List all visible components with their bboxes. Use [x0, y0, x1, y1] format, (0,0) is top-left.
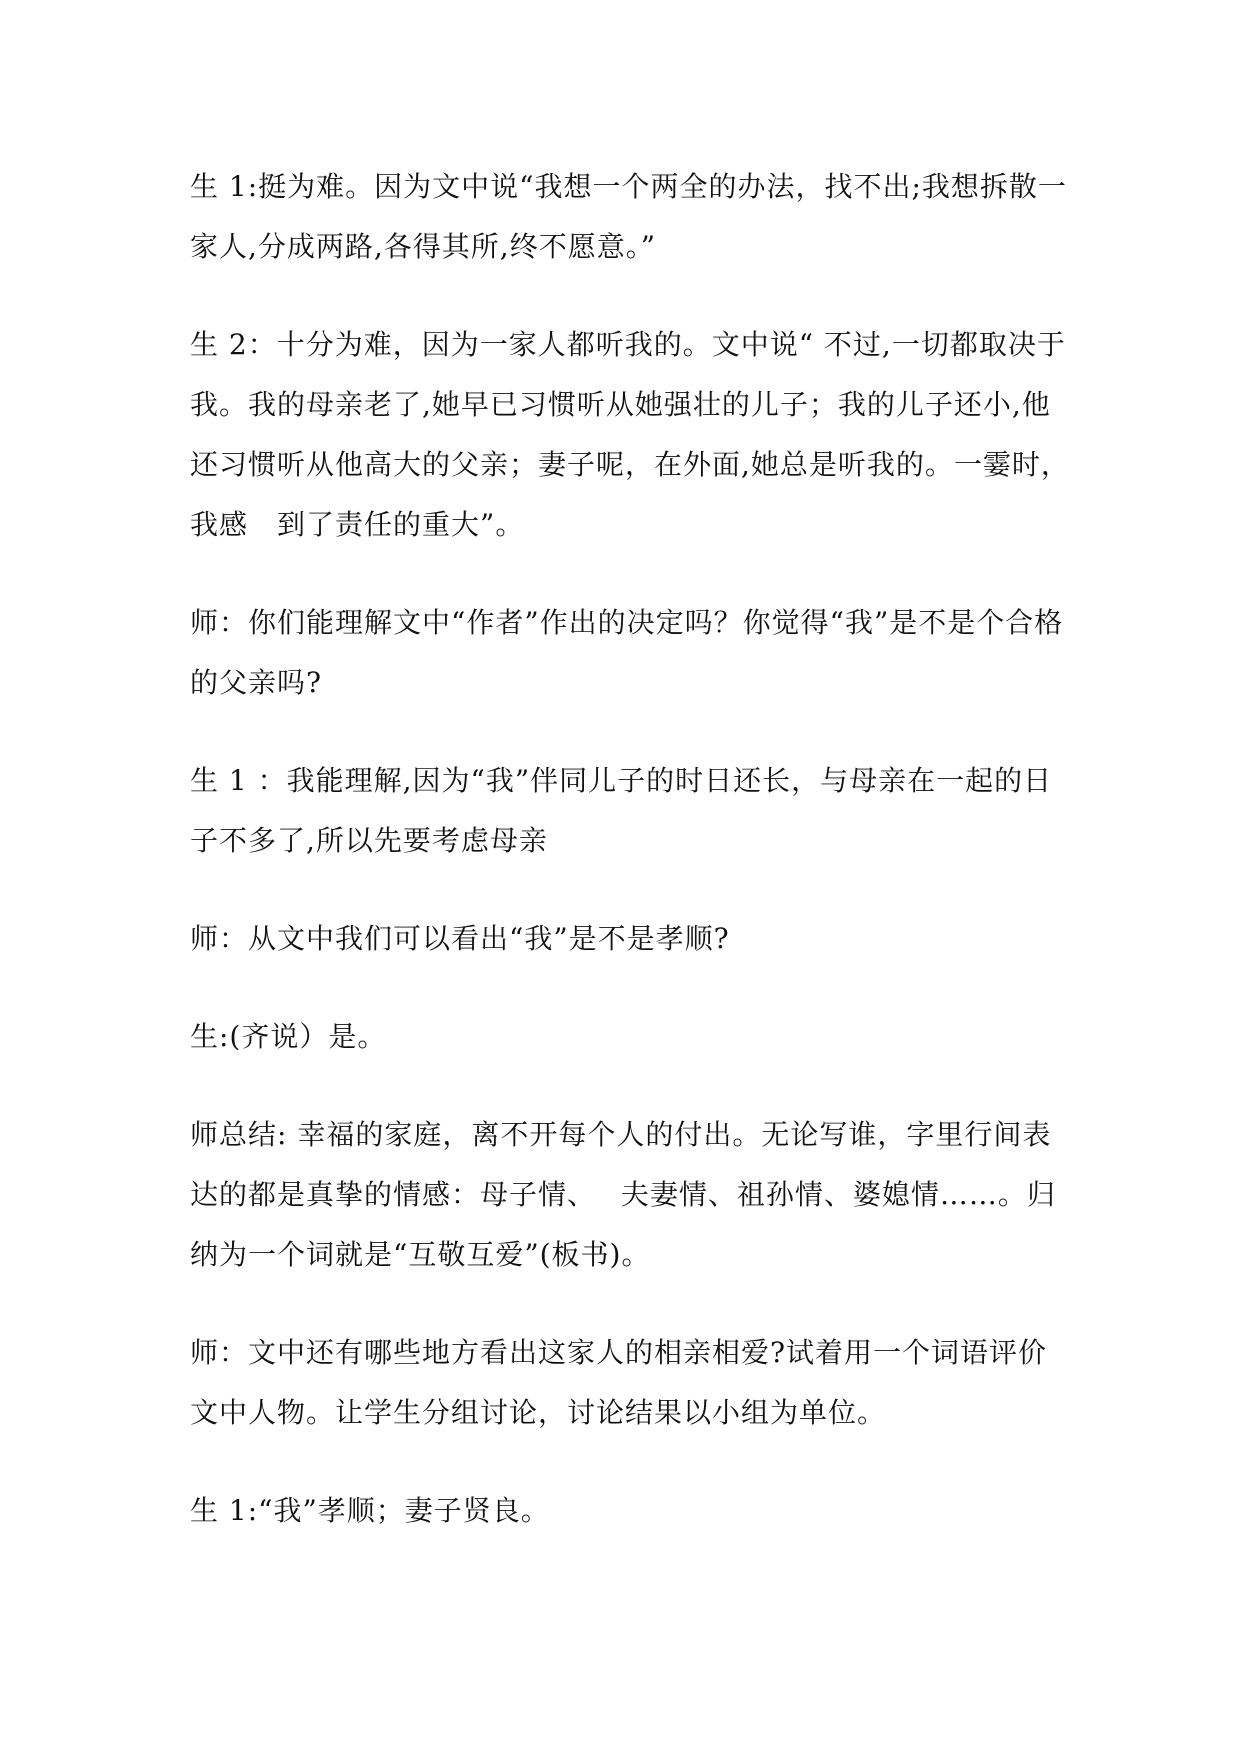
paragraph-teacher-filial-question: 师：从文中我们可以看出“我”是不是孝顺? [190, 922, 730, 955]
paragraph-student-1-answer: 生 1:挺为难。因为文中说“我想一个两全的办法，找不出;我想拆散一家人,分成两路,各得其所,终不愿意。” [190, 170, 1067, 263]
paragraph-students-chorus: 生:(齐说）是。 [190, 1020, 387, 1053]
document-body [190, 157, 1070, 1541]
paragraph-teacher-question: 师：你们能理解文中“作者”作出的决定吗？你觉得“我”是不是个合格的父亲吗? [190, 606, 1064, 699]
paragraph-student-1-understanding: 生 1 ：我能理解,因为“我”伴同儿子的时日还长，与母亲在一起的日子不多了,所以先要考虑母亲 [190, 764, 1053, 857]
paragraph-teacher-summary: 师总结: 幸福的家庭，离不开每个人的付出。无论写谁，字里行间表达的都是真挚的情感：母子情、 夫妻情、祖孙情、婆媳情……。归纳为一个词就是“互敬互爱”(板书)。 [190, 1118, 1056, 1271]
paragraph-teacher-discussion-task: 师：文中还有哪些地方看出这家人的相亲相爱?试着用一个词语评价文中人物。让学生分组讨论，讨论结果以小组为单位。 [190, 1336, 1048, 1429]
paragraph-student-1-evaluation: 生 1:“我”孝顺；妻子贤良。 [190, 1494, 550, 1527]
paragraph-student-2-answer: 生 2：十分为难，因为一家人都听我的。文中说“ 不过,一切都取决于我。我的母亲老了,她早已习惯听从她强壮的儿子；我的儿子还小,他还习惯听从他高大的父亲；妻子呢，在外面,她总是听我的。一霎时，我感 到了责任的重大”。 [190, 328, 1070, 541]
